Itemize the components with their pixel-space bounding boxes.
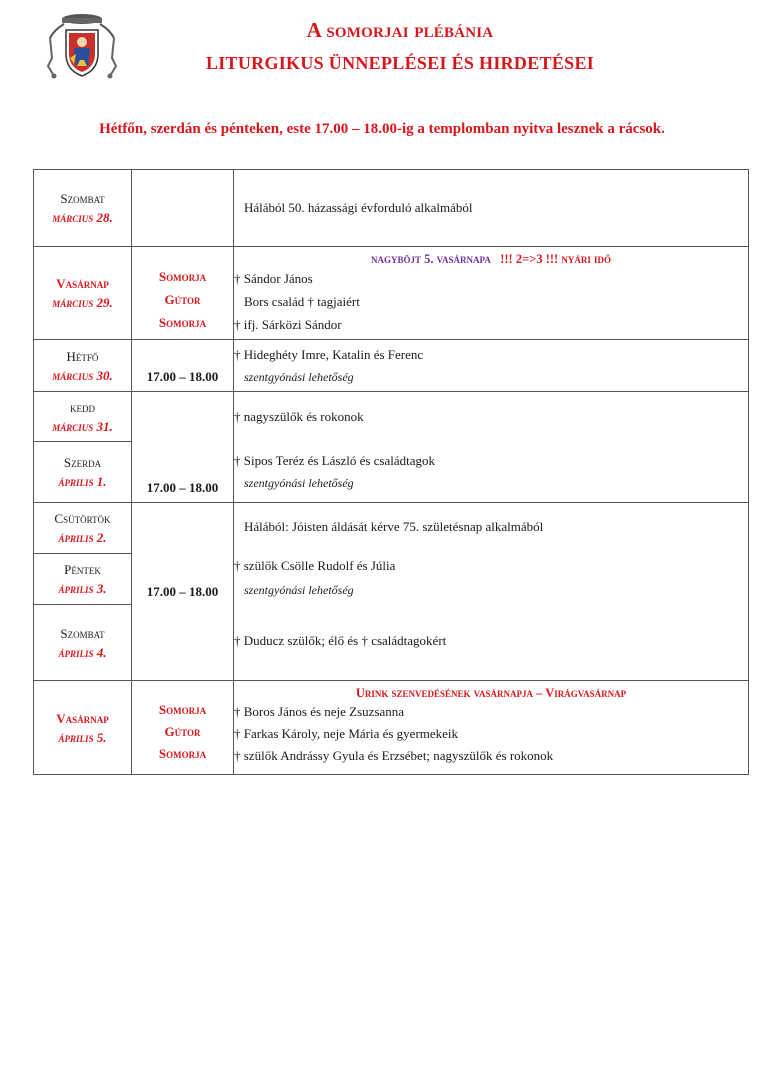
- place-name: Somorja: [158, 315, 207, 330]
- place-cell: [132, 247, 234, 340]
- day-name: Hétfő: [66, 348, 99, 364]
- mass-cell: [234, 681, 749, 775]
- page-subtitle: LITURGIKUS ÜNNEPLÉSEI ÉS HIRDETÉSEI: [205, 53, 595, 73]
- day-date: március 29.: [52, 295, 113, 310]
- day-date: március 28.: [52, 210, 113, 225]
- mass-intention: † Farkas Károly, neje Mária és gyermekeik: [234, 726, 459, 741]
- mass-cell: [234, 170, 749, 247]
- day-name: Csütörtök: [54, 511, 111, 526]
- mass-cell: [234, 247, 749, 340]
- day-name: Szerda: [63, 455, 102, 470]
- mass-intention: Bors család † tagjaiért: [244, 294, 360, 309]
- mass-intention: † szülők Csölle Rudolf és Júlia: [234, 558, 396, 573]
- place-cell: [132, 503, 234, 681]
- day-cell: [34, 340, 132, 392]
- notice-text: Hétfőn, szerdán és pénteken, este 17.00 – 18.00-ig a templomban nyitva lesznek a rácsok.: [99, 121, 665, 137]
- day-date: április 1.: [58, 474, 107, 489]
- day-cell: [34, 681, 132, 775]
- mass-intention: † Boros János és neje Zsuzsanna: [234, 704, 405, 719]
- place-name: Somorja: [158, 269, 207, 284]
- day-cell: [34, 554, 132, 605]
- mass-intention: † nagyszülők és rokonok: [234, 409, 364, 424]
- table-row: [34, 392, 749, 442]
- confession-note: szentgyónási lehetőség: [244, 583, 354, 597]
- day-name: Szombat: [60, 625, 105, 641]
- day-cell: [34, 247, 132, 340]
- day-name: Vasárnap: [56, 276, 109, 291]
- place-name: Somorja: [158, 702, 207, 717]
- mass-intention: † Hideghéty Imre, Katalin és Ferenc: [234, 346, 424, 362]
- day-cell: [34, 170, 132, 247]
- parish-coat-of-arms-icon: [44, 10, 120, 84]
- confession-time: 17.00 – 18.00: [146, 583, 219, 599]
- place-name: Gútor: [164, 292, 201, 307]
- place-name: Somorja: [158, 746, 207, 761]
- mass-intention: † ifj. Sárközi Sándor: [234, 317, 342, 332]
- banner-lent: nagyböjt 5. vasárnapa: [371, 252, 491, 266]
- mass-intention: † Sándor János: [234, 271, 313, 286]
- table-row: [34, 170, 749, 247]
- day-cell: [34, 503, 132, 554]
- day-cell: [34, 605, 132, 681]
- day-name: Vasárnap: [56, 710, 109, 726]
- confession-note: szentgyónási lehetőség: [244, 476, 354, 490]
- mass-intention: Hálából: Jóisten áldását kérve 75. születésnap alkalmából: [244, 519, 544, 534]
- page-title: A somorjai plébánia: [306, 18, 494, 42]
- table-row: [34, 681, 749, 775]
- confession-time: 17.00 – 18.00: [146, 369, 219, 384]
- day-name: Péntek: [64, 562, 101, 577]
- day-cell: [34, 442, 132, 503]
- day-date: április 5.: [58, 729, 107, 745]
- mass-intention: Hálából 50. házassági évforduló alkalmából: [244, 200, 473, 215]
- liturgical-banner: Urink szenvedésének vasárnapja – Virágvasárnap: [355, 686, 627, 700]
- table-row: [34, 503, 749, 554]
- place-name: Gútor: [164, 724, 201, 739]
- mass-intention: † Sipos Teréz és László és családtagok: [234, 453, 436, 468]
- confession-time: 17.00 – 18.00: [146, 480, 219, 495]
- day-date: március 30.: [52, 367, 113, 383]
- place-cell: [132, 340, 234, 392]
- mass-intention: † Duducz szülők; élő és † családtagokért: [234, 633, 447, 648]
- schedule-table: [33, 169, 749, 775]
- place-cell: [132, 681, 234, 775]
- day-name: kedd: [70, 399, 95, 415]
- place-cell: [132, 392, 234, 503]
- confession-note: szentgyónási lehetőség: [244, 369, 354, 384]
- mass-cell: [234, 392, 749, 503]
- day-date: április 3.: [58, 581, 107, 596]
- banner-time-change: !!! 2=>3 !!! nyári idő: [500, 252, 611, 266]
- day-date: március 31.: [52, 418, 113, 434]
- table-row: [34, 340, 749, 392]
- day-cell: [34, 392, 132, 442]
- day-name: Szombat: [60, 191, 105, 206]
- day-date: április 2.: [58, 530, 107, 545]
- place-cell: [132, 170, 234, 247]
- day-date: április 4.: [58, 644, 107, 660]
- liturgical-banner: [234, 251, 748, 267]
- mass-cell: [234, 503, 749, 681]
- mass-cell: [234, 340, 749, 392]
- table-row: [34, 247, 749, 340]
- mass-intention: † szülők Andrássy Gyula és Erzsébet; nagyszülők és rokonok: [234, 748, 554, 763]
